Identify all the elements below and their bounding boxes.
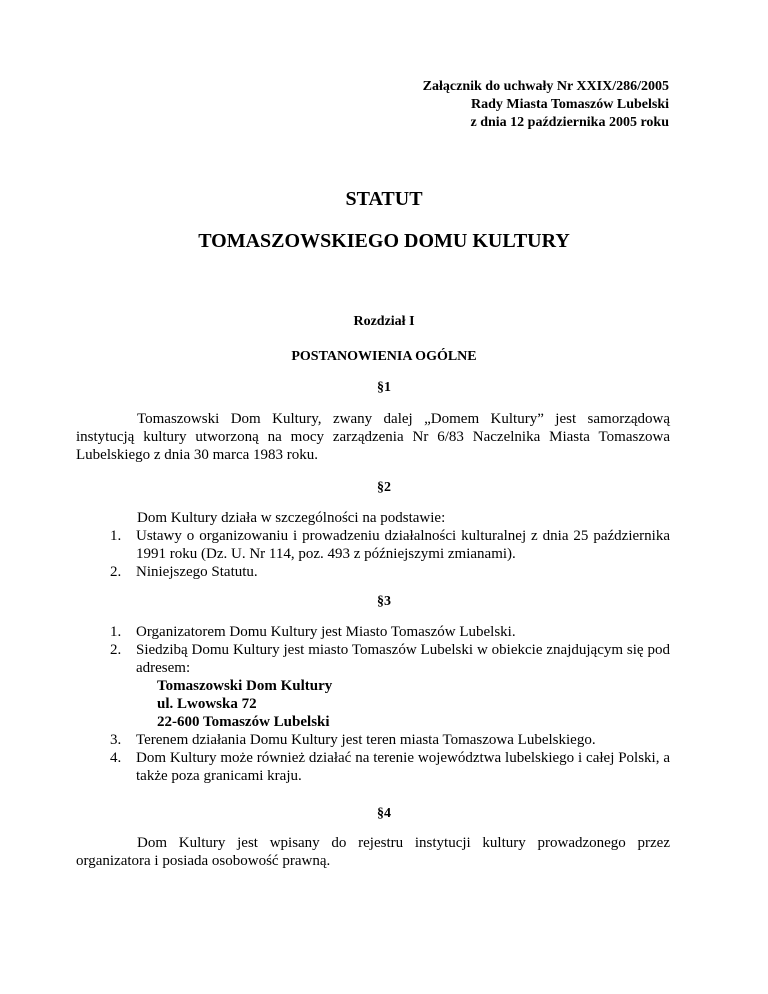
section-4-text: Dom Kultury jest wpisany do rejestru instytucji kultury prowadzonego przez organizatora i posiada osobowość prawną. <box>76 835 670 869</box>
section-3-list <box>110 623 670 785</box>
list-item-number: 2. <box>110 564 122 580</box>
list-item-number: 2. <box>110 642 122 658</box>
chapter-title: POSTANOWIENIA OGÓLNE <box>291 349 477 364</box>
section-4-heading: §4 <box>377 806 391 821</box>
list-item-text: Niniejszego Statutu. <box>136 564 258 580</box>
section-3-heading: §3 <box>377 594 391 609</box>
list-item-text: Siedzibą Domu Kultury jest miasto Tomaszów Lubelski w obiekcie znajdującym się pod adresem: <box>136 642 670 676</box>
header-line-3: z dnia 12 października 2005 roku <box>470 115 669 130</box>
section-2-heading: §2 <box>377 480 391 495</box>
list-item-number: 1. <box>110 528 122 544</box>
list-item-text: Ustawy o organizowaniu i prowadzeniu działalności kulturalnej z dnia 25 października 1991 roku (Dz. U. Nr 114, poz. 493 z późniejszymi zmianami). <box>136 528 670 562</box>
chapter-label: Rozdział I <box>353 314 415 329</box>
header-line-2: Rady Miasta Tomaszów Lubelski <box>471 97 669 112</box>
list-item <box>110 563 670 581</box>
list-item-number: 4. <box>110 750 122 766</box>
list-item <box>110 641 670 731</box>
list-item <box>110 731 670 749</box>
list-item <box>110 749 670 785</box>
header-line-1: Załącznik do uchwały Nr XXIX/286/2005 <box>422 79 669 94</box>
section-1-text: Tomaszowski Dom Kultury, zwany dalej „Domem Kultury” jest samorządową instytucją kultury utworzoną na mocy zarządzenia Nr 6/83 Naczelnika Miasta Tomaszowa Lubelskiego z dnia 30 marca 1983 roku. <box>76 411 670 463</box>
list-item <box>110 623 670 641</box>
list-item-number: 1. <box>110 624 122 640</box>
list-item <box>110 527 670 563</box>
list-item-text: Dom Kultury może również działać na terenie województwa lubelskiego i całej Polski, a także poza granicami kraju. <box>136 750 670 784</box>
list-item-text: Organizatorem Domu Kultury jest Miasto Tomaszów Lubelski. <box>136 624 516 640</box>
list-item-number: 3. <box>110 732 122 748</box>
list-item-text: Terenem działania Domu Kultury jest teren miasta Tomaszowa Lubelskiego. <box>136 732 596 748</box>
address-line-1: Tomaszowski Dom Kultury <box>157 678 333 694</box>
document-subtitle: TOMASZOWSKIEGO DOMU KULTURY <box>198 230 570 252</box>
address-line-3: 22-600 Tomaszów Lubelski <box>157 714 330 730</box>
document-title: STATUT <box>345 188 423 210</box>
address-line-2: ul. Lwowska 72 <box>157 696 257 712</box>
section-2-lead: Dom Kultury działa w szczególności na podstawie: <box>137 510 446 526</box>
section-1-heading: §1 <box>377 380 391 395</box>
section-2-list <box>110 527 670 581</box>
resolution-header <box>423 78 669 132</box>
